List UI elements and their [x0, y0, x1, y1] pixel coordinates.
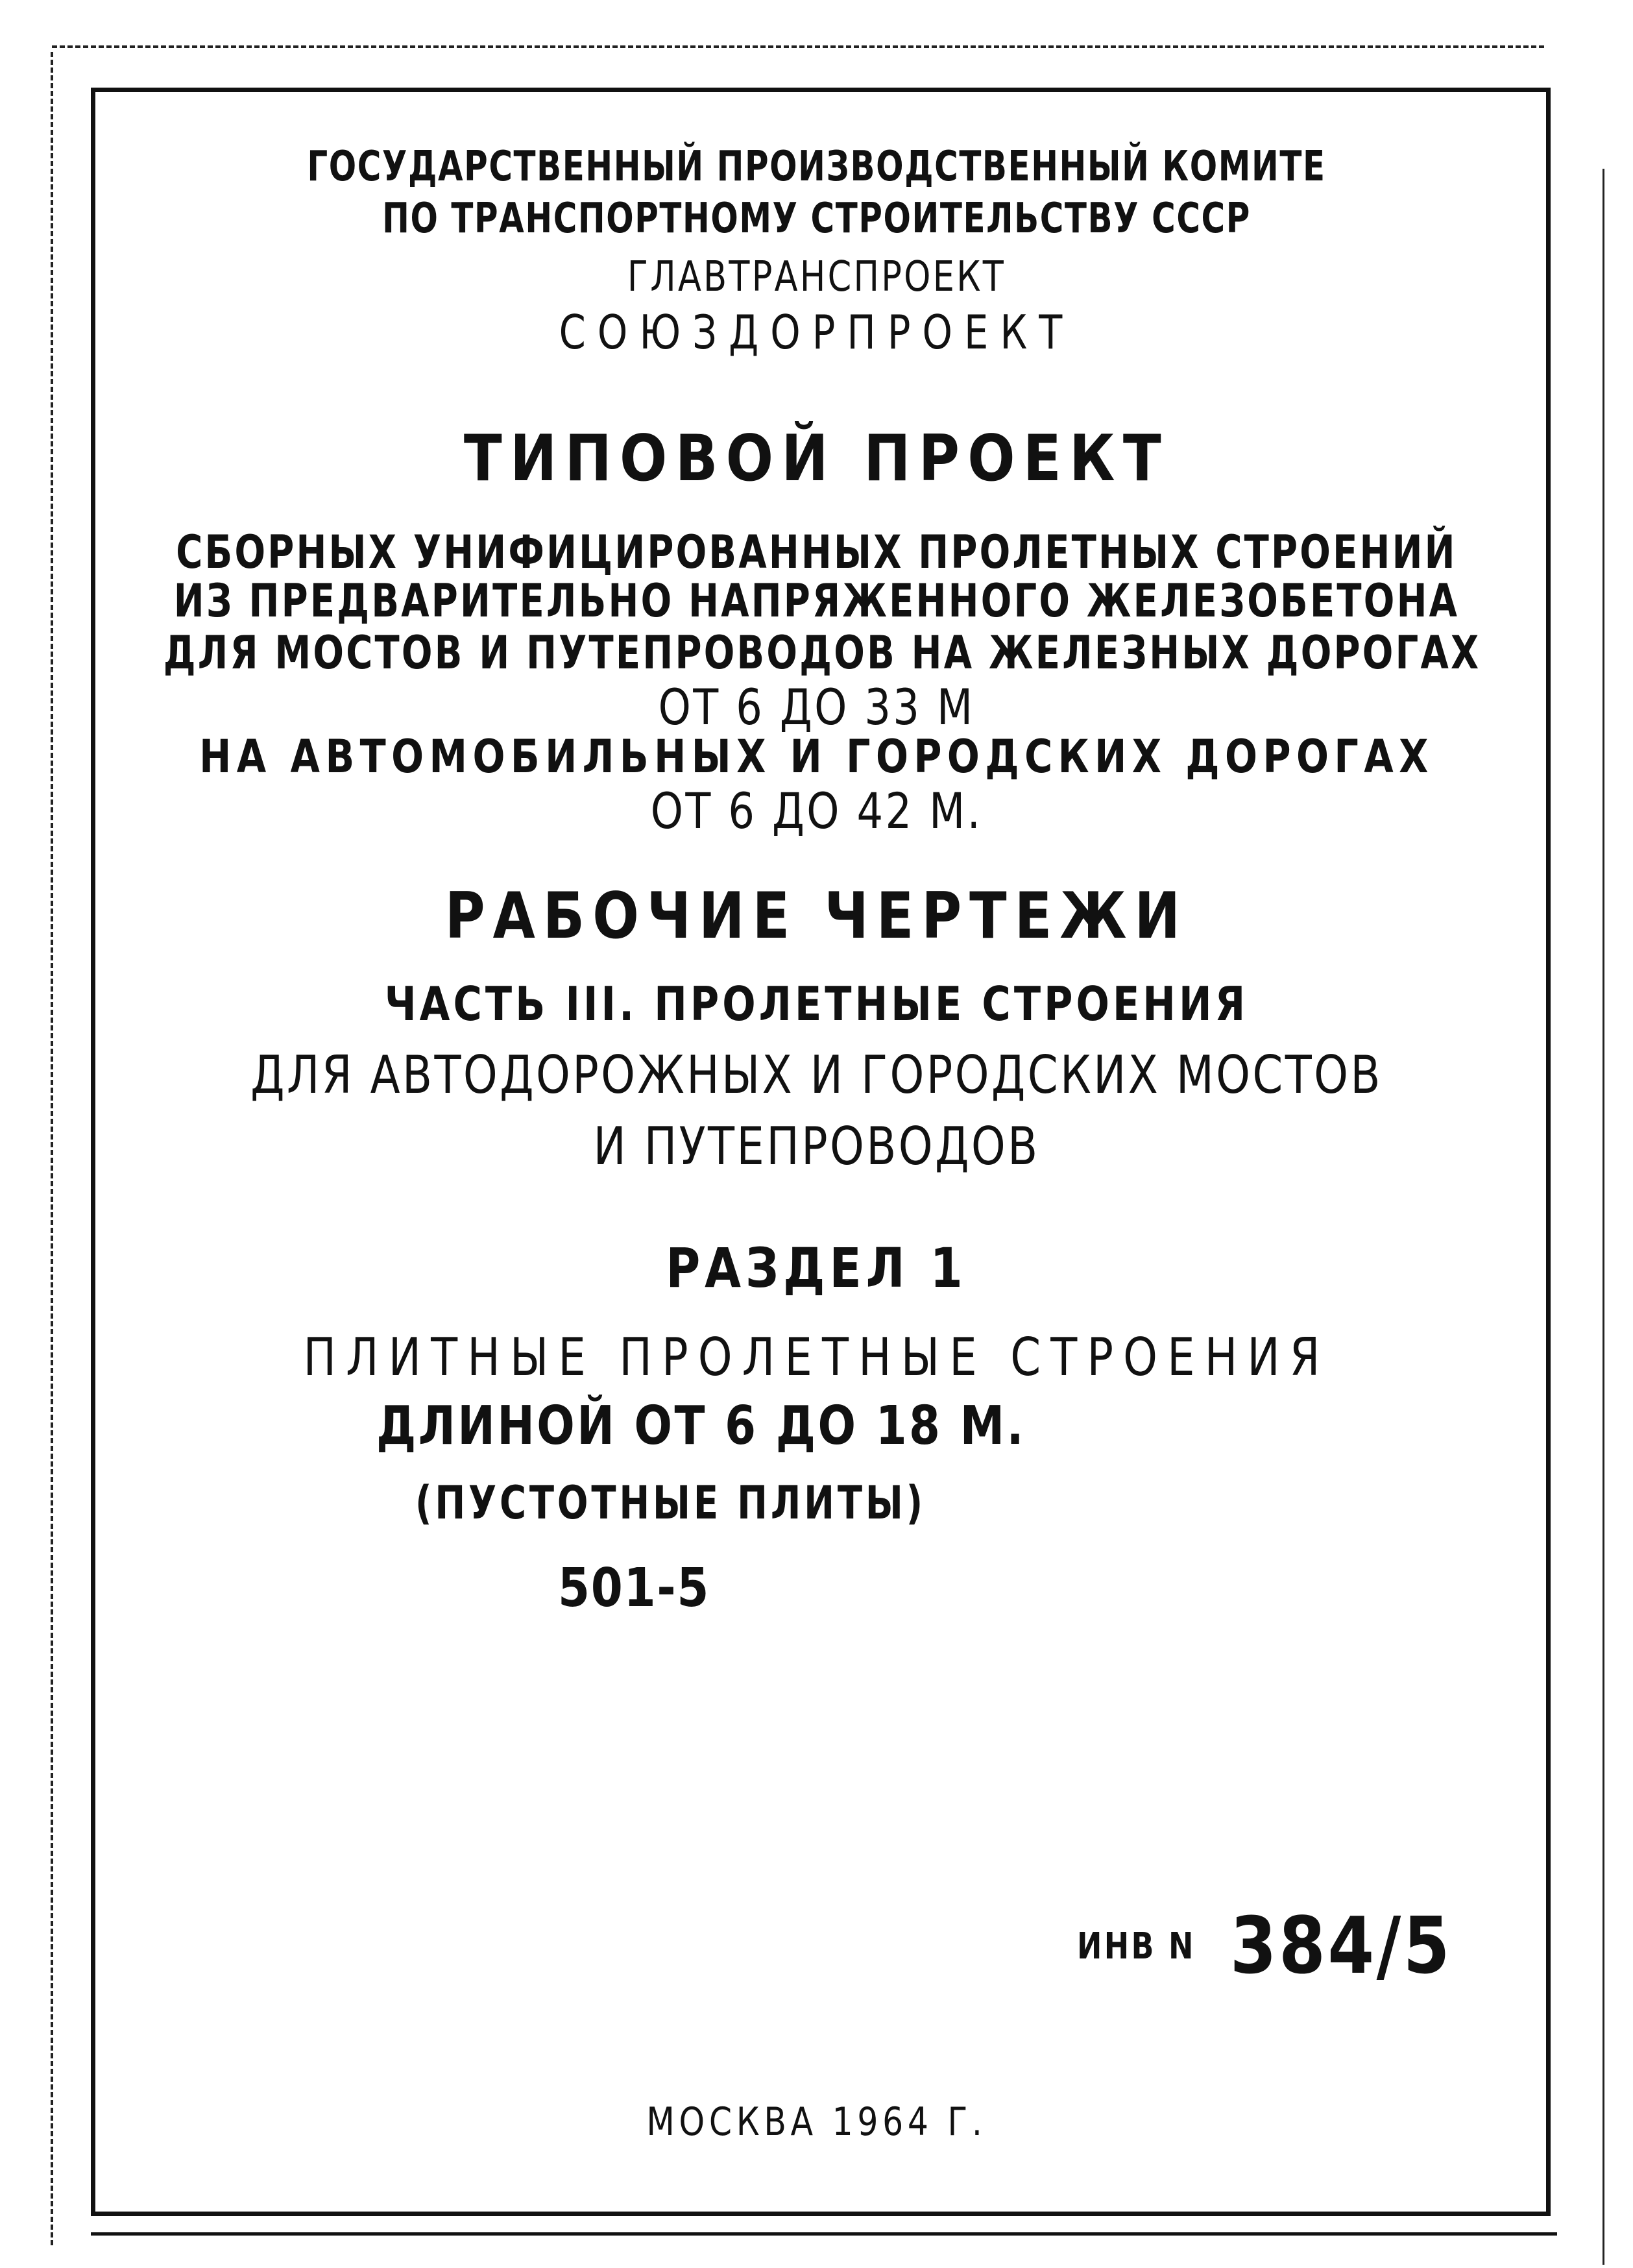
inventory-number: 384/5	[1230, 1901, 1453, 1992]
inventory-label: ИНВ N	[1077, 1925, 1196, 1968]
drawings-heading: РАБОЧИЕ ЧЕРТЕЖИ	[444, 879, 1189, 953]
frame-bottom-line	[91, 2232, 1557, 2236]
description-line-5: НА АВТОМОБИЛЬНЫХ И ГОРОДСКИХ ДОРОГАХ	[199, 730, 1434, 783]
description-line-4: ОТ 6 ДО 33 М	[658, 678, 975, 736]
section-line-3: (ПУСТОТНЫЕ ПЛИТЫ)	[415, 1476, 926, 1530]
scan-mark-right	[1603, 169, 1604, 2265]
description-line-6: ОТ 6 ДО 42 М.	[650, 782, 983, 840]
part-line-3: И ПУТЕПРОВОДОВ	[593, 1116, 1040, 1177]
project-code: 501-5	[558, 1557, 710, 1619]
document-title: ТИПОВОЙ ПРОЕКТ	[463, 422, 1170, 496]
org-line-3: ГЛАВТРАНСПРОЕКТ	[627, 253, 1006, 301]
part-line-1: ЧАСТЬ III. ПРОЛЕТНЫЕ СТРОЕНИЯ	[384, 977, 1249, 1031]
section-heading: РАЗДЕЛ 1	[666, 1236, 967, 1300]
scan-mark-left	[51, 52, 53, 2245]
place-year: МОСКВА 1964 Г.	[646, 2099, 987, 2145]
section-line-2: ДЛИНОЙ ОТ 6 ДО 18 М.	[376, 1395, 1026, 1457]
description-line-3: ДЛЯ МОСТОВ И ПУТЕПРОВОДОВ НА ЖЕЛЕЗНЫХ ДОРОГАХ	[163, 626, 1481, 679]
part-line-2: ДЛЯ АВТОДОРОЖНЫХ И ГОРОДСКИХ МОСТОВ	[250, 1045, 1383, 1105]
inventory-stamp	[1064, 1901, 1470, 1992]
org-line-2: ПО ТРАНСПОРТНОМУ СТРОИТЕЛЬСТВУ СССР	[382, 195, 1251, 243]
org-line-4: СОЮЗДОРПРОЕКТ	[559, 305, 1074, 360]
org-line-1: ГОСУДАРСТВЕННЫЙ ПРОИЗВОДСТВЕННЫЙ КОМИТЕ	[307, 143, 1326, 191]
section-line-1: ПЛИТНЫЕ ПРОЛЕТНЫЕ СТРОЕНИЯ	[303, 1327, 1330, 1387]
description-line-2: ИЗ ПРЕДВАРИТЕЛЬНО НАПРЯЖЕННОГО ЖЕЛЕЗОБЕТОНА	[173, 574, 1460, 628]
description-line-1: СБОРНЫХ УНИФИЦИРОВАННЫХ ПРОЛЕТНЫХ СТРОЕНИЙ	[176, 526, 1457, 579]
scan-mark-top	[52, 45, 1544, 48]
